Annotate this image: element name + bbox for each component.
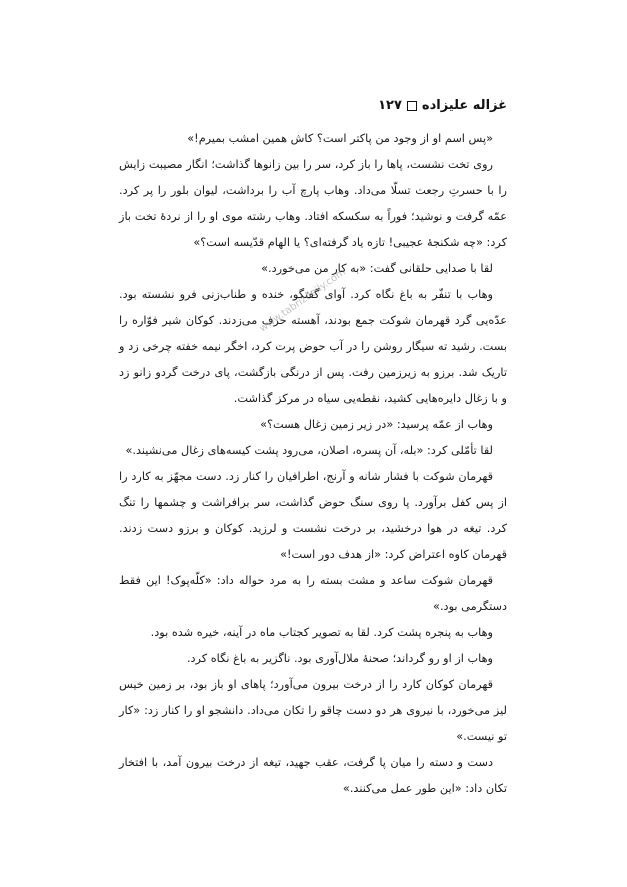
paragraph: لقا تأمّلی کرد: «بله، آن پسره، اصلان، می‌رود پشت کیسه‌های زغال می‌نشیند.» [125,444,493,457]
paragraph: روی تخت نشست، پاها را باز کرد، سر را بین زانوها گذاشت؛ انگار مصیبت زایش را با حسرتِ رجعت تسلّا می‌داد. وهاب پارچ آب را برداشت، لیوان بلور را پر کرد. عمّه گرفت و نوشید؛ فوراً به سکسکه افتاد. وهاب رشته موی او را از نردهٔ تخت باز کرد: «چه شکنجهٔ عجیبی! تازه یاد گرفته‌ای؟ یا الهام قدّیسه است؟» [119,158,507,249]
paragraph: وهاب از او رو گرداند؛ صحنهٔ ملال‌آوری بود. ناگزیر به باغ نگاه کرد. [186,652,493,665]
body-text [119,126,507,802]
paragraph: قهرمان شوکت ساعد و مشت بسته را به مرد حواله داد: «کلّه‌پوک! این فقط دستگرمی بود.» [119,574,507,613]
paragraph: وهاب به پنجره پشت کرد. لقا به تصویر کجتاب ماه در آینه، خیره شده بود. [150,626,493,639]
watermark: www.tabrizdaily.com [257,266,348,335]
header-author: غزاله علیزاده [421,98,507,113]
paragraph: وهاب با تنفّر به باغ نگاه کرد. آوای گفتگو، خنده و طناب‌زنی فرو نشسته بود. عدّه‌یی گرد قهرمان شوکت جمع بودند، آهسته حرف می‌زدند. کوکان شیر فوّاره را بست. رشید ته سیگار روشن را در آب حوض پرت کرد، اخگر نیمه خفته چرخی زد و تاریک شد. برزو به زیرزمین رفت. پس از درنگی بازگشت، پای درخت گردو زانو زد و با زغال دایره‌هایی کشید، نقطه‌یی سیاه در مرکز گذاشت. [119,288,507,405]
paragraph: دست و دسته را میان پا گرفت، عقب جهید، تیغه از درخت بیرون آمد، با افتخار تکان داد: «این طور عمل می‌کنند.» [119,756,507,795]
paragraph: قهرمان کوکان کارد را از درخت بیرون می‌آورد؛ پاهای او باز بود، بر زمین خیس لیز می‌خورد، با نیروی هر دو دست چاقو را تکان می‌داد. دانشجو او را کنار زد: «کار تو نیست.» [119,678,507,743]
paragraph: وهاب از عمّه پرسید: «در زیر زمین زغال هست؟» [260,418,493,431]
paragraph: «پس اسم او از وجود من پاکتر است؟ کاش همین امشب بمیرم!» [187,132,493,145]
square-separator-icon [407,101,417,111]
running-header [120,98,507,120]
paragraph: قهرمان شوکت با فشار شانه و آرنج، اطرافیان را کنار زد. دست مجهّز به کارد را از پس کفل برآورد. پا روی سنگ حوض گذاشت، سر برافراشت و چشمها را تنگ کرد. تیغه در هوا درخشید، بر درخت نشست و لرزید. کوکان و برزو دست زدند. قهرمان کاوه اعتراض کرد: «از هدف دور است!» [119,470,507,561]
page-number: ۱۲۷ [378,98,402,113]
paragraph: لقا با صدایی حلقانی گفت: «به کار من می‌خورد.» [261,262,493,275]
